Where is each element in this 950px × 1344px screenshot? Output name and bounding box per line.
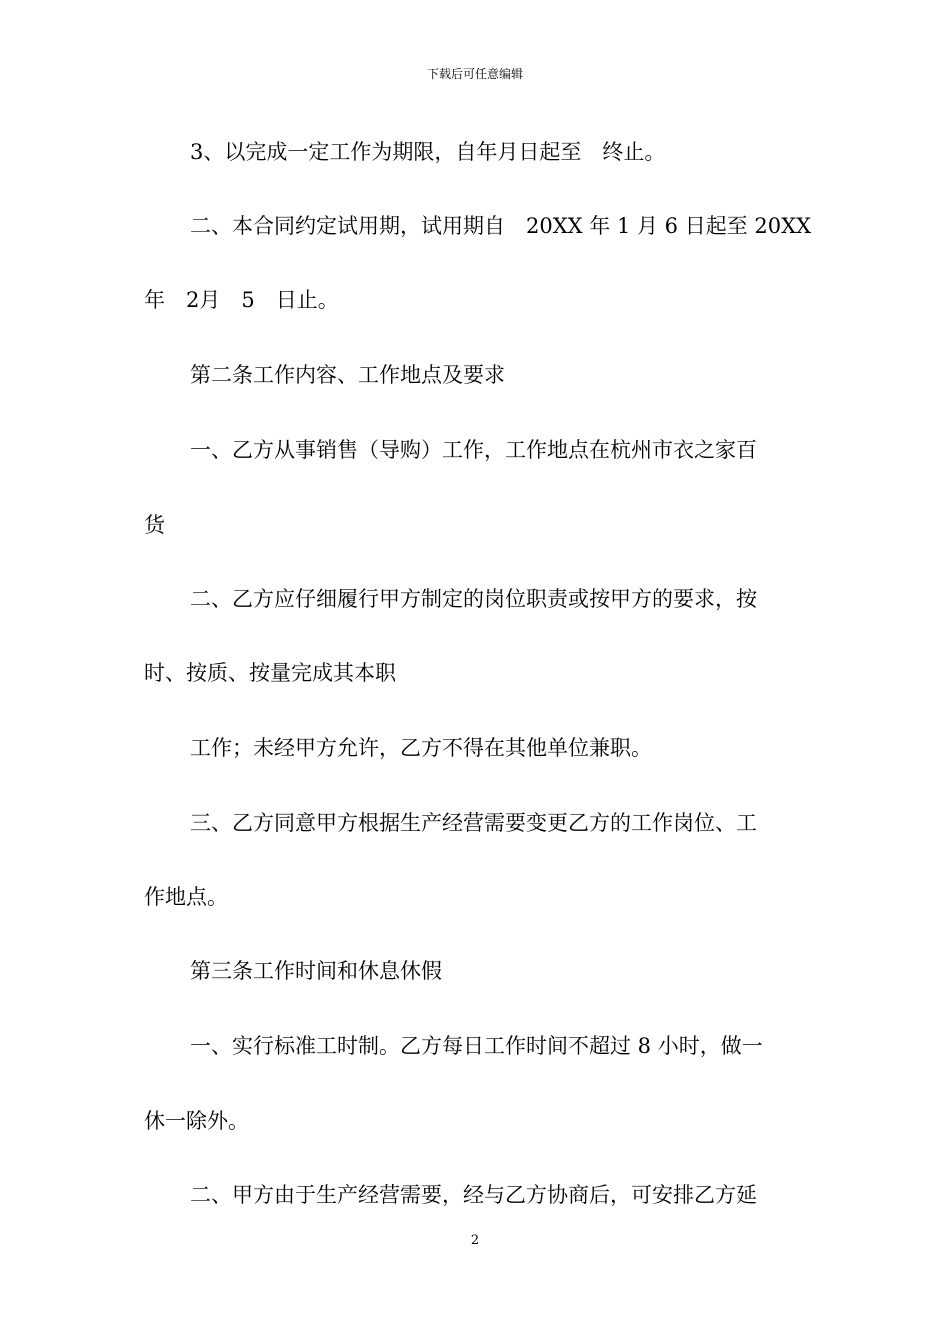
text-line: 一、实行标准工时制。乙方每日工作时间不超过 8 小时，做一 [190,1034,763,1058]
text-line: 二、乙方应仔细履行甲方制定的岗位职责或按甲方的要求，按 [190,587,757,611]
page-number: 2 [470,1233,480,1248]
page-header: 下载后可任意编辑 [426,67,523,81]
text-line: 三、乙方同意甲方根据生产经营需要变更乙方的工作岗位、工 [190,811,757,835]
section-heading: 第三条工作时间和休息休假 [190,959,442,983]
text-line: 作地点。 [144,885,228,909]
text-line: 工作；未经甲方允许，乙方不得在其他单位兼职。 [190,736,652,760]
section-heading: 第二条工作内容、工作地点及要求 [190,363,505,387]
text-line: 时、按质、按量完成其本职 [144,661,396,685]
text-line: 休一除外。 [144,1109,249,1133]
text-line: 年 2月 5 日止。 [144,288,339,312]
text-line: 货 [144,513,165,537]
text-line: 二、甲方由于生产经营需要，经与乙方协商后，可安排乙方延 [190,1183,757,1207]
text-line: 一、乙方从事销售（导购）工作，工作地点在杭州市衣之家百 [190,438,757,462]
text-line: 二、本合同约定试用期，试用期自 20XX 年 1 月 6 日起至 20XX [190,214,812,238]
text-line: 3、以完成一定工作为期限，自年月日起至 终止。 [190,140,666,164]
